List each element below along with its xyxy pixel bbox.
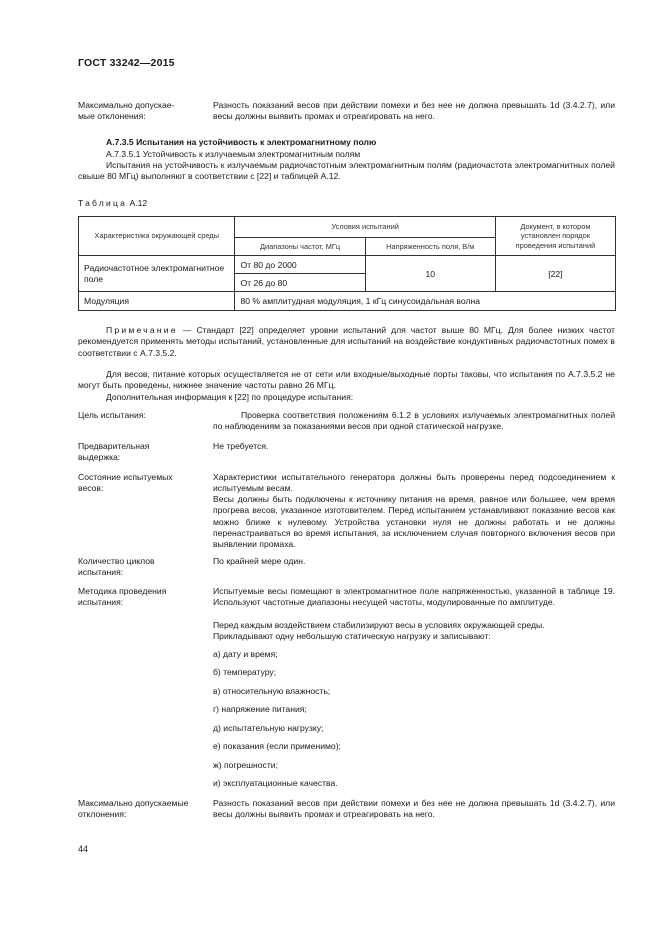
document-header: ГОСТ 33242—2015 — [78, 57, 175, 69]
list-item: в) относительную влажность; — [213, 686, 331, 696]
preconditioning-text: Не требуется. — [213, 441, 269, 451]
row-field-strength: 10 — [365, 256, 495, 292]
method-text-1: Испытуемые весы помещают в электромагнитное поле напряженностью, указанной в таблице 19. Используют частотные диапазоны несущей частоты, модулированные по амплитуде. — [213, 586, 615, 608]
method-text-3: Прикладывают одну небольшую статическую нагрузку и записывают: — [213, 631, 491, 641]
th-document: Документ, в котором установлен порядок проведения испытаний — [495, 217, 615, 256]
th-frequency: Диапазоны частот, МГц — [235, 238, 365, 256]
goal-text: Проверка соответствия положениям 6.1.2 в условиях излучаемых электромагнитных полей по наблюдениям за показаниями весов при одной статической нагрузке. — [213, 410, 615, 432]
cycles-text: По крайней мере один. — [213, 556, 306, 566]
max-deviation-text: Разность показаний весов при действии помехи и без нее не должна превышать 1d (3.4.2.7), или весы должны выявить промах и отреагировать на него. — [213, 798, 615, 820]
state-text-1: Характеристики испытательного генератора должны быть проверены перед подсоединением к испытуемым весам. — [213, 472, 615, 494]
goal-label: Цель испытания: — [78, 410, 146, 420]
th-field-strength: Напряженность поля, В/м — [365, 238, 495, 256]
note-word: Примечание — [106, 325, 178, 335]
table-caption-word: Таблица — [78, 198, 128, 208]
paragraph-additional: Дополнительная информация к [22] по процедуре испытания: — [106, 392, 354, 402]
th-environment: Характеристика окружающей среды — [79, 217, 235, 256]
preconditioning-label: Предварительная выдержка: — [78, 441, 150, 463]
section-title: А.7.3.5 Испытания на устойчивость к электромагнитному полю — [106, 137, 377, 147]
list-item: д) испытательную нагрузку; — [213, 723, 324, 733]
row-radio-label: Радиочастотное электромагнитное поле — [79, 256, 235, 292]
row-modulation-label: Модуляция — [79, 292, 235, 311]
row-document-ref: [22] — [495, 256, 615, 292]
top-deviation-text: Разность показаний весов при действии помехи и без нее не должна превышать 1d (3.4.2.7), или весы должны выявить промах и отреагировать на него. — [213, 100, 615, 122]
conditions-table — [78, 216, 616, 311]
list-item: ж) погрешности; — [213, 760, 278, 770]
table-note — [78, 325, 615, 359]
state-text-2: Весы должны быть подключены к источнику питания на время, равное или большее, чем время прогрева весов, указанное изготовителем. Перед испытанием устанавливают показание весов как можно ближе к нулевому. Устройства установки нуля не должны работать и не должны перенастраиваться во время испытания, за исключением случая повторного включения весов при выявлении промаха. — [213, 494, 615, 550]
state-label: Состояние испытуемых весов: — [78, 472, 173, 494]
list-item: а) дату и время; — [213, 649, 278, 659]
note-text: — Стандарт [22] определяет уровни испытаний для частот выше 80 МГц. Для более низких частот рекомендуется применять методы испытаний, установленные для испытаний на воздействие кондуктивных радиочастотных помех в соответствии с А.7.3.5.2. — [78, 325, 615, 358]
row-range-1: От 80 до 2000 — [235, 256, 365, 274]
table-caption-number: А.12 — [129, 198, 148, 208]
cycles-label: Количество циклов испытания: — [78, 556, 155, 578]
row-modulation-value: 80 % амплитудная модуляция, 1 кГц синусоидальная волна — [235, 292, 616, 311]
th-conditions-group: Условия испытаний — [235, 217, 495, 238]
max-deviation-label: Максимально допускаемые отклонения: — [78, 798, 189, 820]
list-item: и) эксплуатационные качества. — [213, 778, 338, 788]
list-item: е) показания (если применимо); — [213, 741, 341, 751]
section-subtitle: А.7.3.5.1 Устойчивость к излучаемым электромагнитным полям — [106, 149, 361, 159]
row-range-2: От 26 до 80 — [235, 274, 365, 292]
list-item: б) температуру; — [213, 667, 277, 677]
method-text-2: Перед каждым воздействием стабилизируют весы в условиях окружающей среды. — [213, 620, 545, 630]
list-item: г) напряжение питания; — [213, 704, 307, 714]
top-deviation-label: Максимально допускае- мые отклонения: — [78, 100, 175, 122]
table-caption — [78, 198, 147, 209]
page-number: 44 — [78, 844, 89, 854]
section-intro: Испытания на устойчивость к излучаемым радиочастотным электромагнитным полям (радиочастота электромагнитных полей свыше 80 МГц) выполняют в соответствии с [22] и таблицей А.12. — [78, 160, 615, 182]
method-label: Методика проведения испытания: — [78, 586, 167, 608]
paragraph-power: Для весов, питание которых осуществляется не от сети или входные/выходные порты таковы, что испытания по А.7.3.5.2 не могут быть проведены, нижнее значение частоты равно 26 МГц. — [78, 369, 615, 391]
